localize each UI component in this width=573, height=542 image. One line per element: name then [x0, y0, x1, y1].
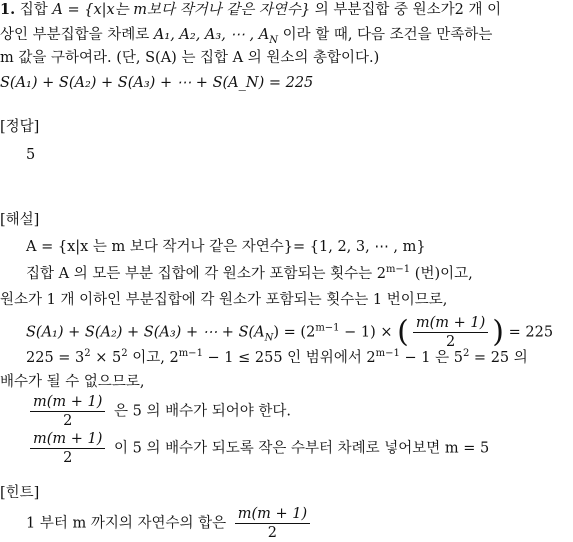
problem-equation: S(A₁) + S(A₂) + S(A₃) + ⋯ + S(A_N) = 225 — [0, 75, 314, 91]
solution-line-1: A = {x|x 는 m 보다 작거나 같은 자연수}= {1, 2, 3, ⋯ , m} — [26, 239, 426, 255]
solution-line-5: $225 = 3^2 \times 5^2$ 이고, $2^{m-1} - 1 \le 255$ 인 범위에서 $2^{m-1} - 1$ 은 $5^2 = 25$ 의 — [26, 348, 528, 366]
solution-line-3: 원소가 1 개 이하인 부분집합에 각 원소가 포함되는 횟수는 1 번이므로, — [0, 292, 448, 308]
fraction-m-m-plus-1-over-2: $\frac{m(m + 1)}{2}$ — [30, 393, 105, 430]
solution-line-8: $\frac{m(m + 1)}{2}$ 이 5 의 배수가 되도록 작은 수부터 차례로 넣어보면 m = 5 — [26, 430, 489, 467]
answer-value: 5 — [26, 147, 36, 163]
solution-line-2: 집합 A 의 모든 부분 집합에 각 원소가 포함되는 횟수는 $2^{m-1}$ (번)이고, — [26, 264, 473, 282]
answer-heading: [정답] — [0, 119, 40, 135]
problem-number: 1. — [0, 1, 16, 18]
solution-line-4: S(A₁) + S(A₂) + S(A₃) + ⋯ + $S(A_N) = (2^{m-1} - 1)$ × ( $\frac{m(m + 1)}{2}$ ) = 225 — [26, 314, 554, 350]
solution-line-6: 배수가 될 수 없으므로, — [0, 374, 145, 390]
problem-line-2: 상인 부분집합을 차례로 A₁, A₂, A₃, ⋯ , $A_N$ 이라 할 때, 다음 조건을 만족하는 — [0, 27, 493, 46]
fraction-m-m-plus-1-over-2: $\frac{m(m + 1)}{2}$ — [235, 505, 310, 542]
solution-line-7: $\frac{m(m + 1)}{2}$ 은 5 의 배수가 되어야 한다. — [26, 393, 291, 430]
problem-line-1: 1. 집합 A = {x|x는 m보다 작거나 같은 자연수} 의 부분집합 중 원소가2 개 이 — [0, 1, 502, 18]
solution-heading: [해설] — [0, 212, 40, 228]
fraction-m-m-plus-1-over-2: $\frac{m(m + 1)}{2}$ — [413, 314, 488, 351]
fraction-m-m-plus-1-over-2: $\frac{m(m + 1)}{2}$ — [30, 430, 105, 467]
hint-line: 1 부터 m 까지의 자연수의 합은 $\frac{m(m + 1)}{2}$ — [26, 505, 314, 542]
problem-line-3: m 값을 구하여라. (단, S(A) 는 집합 A 의 원소의 총합이다.) — [0, 50, 380, 66]
hint-heading: [힌트] — [0, 485, 40, 501]
